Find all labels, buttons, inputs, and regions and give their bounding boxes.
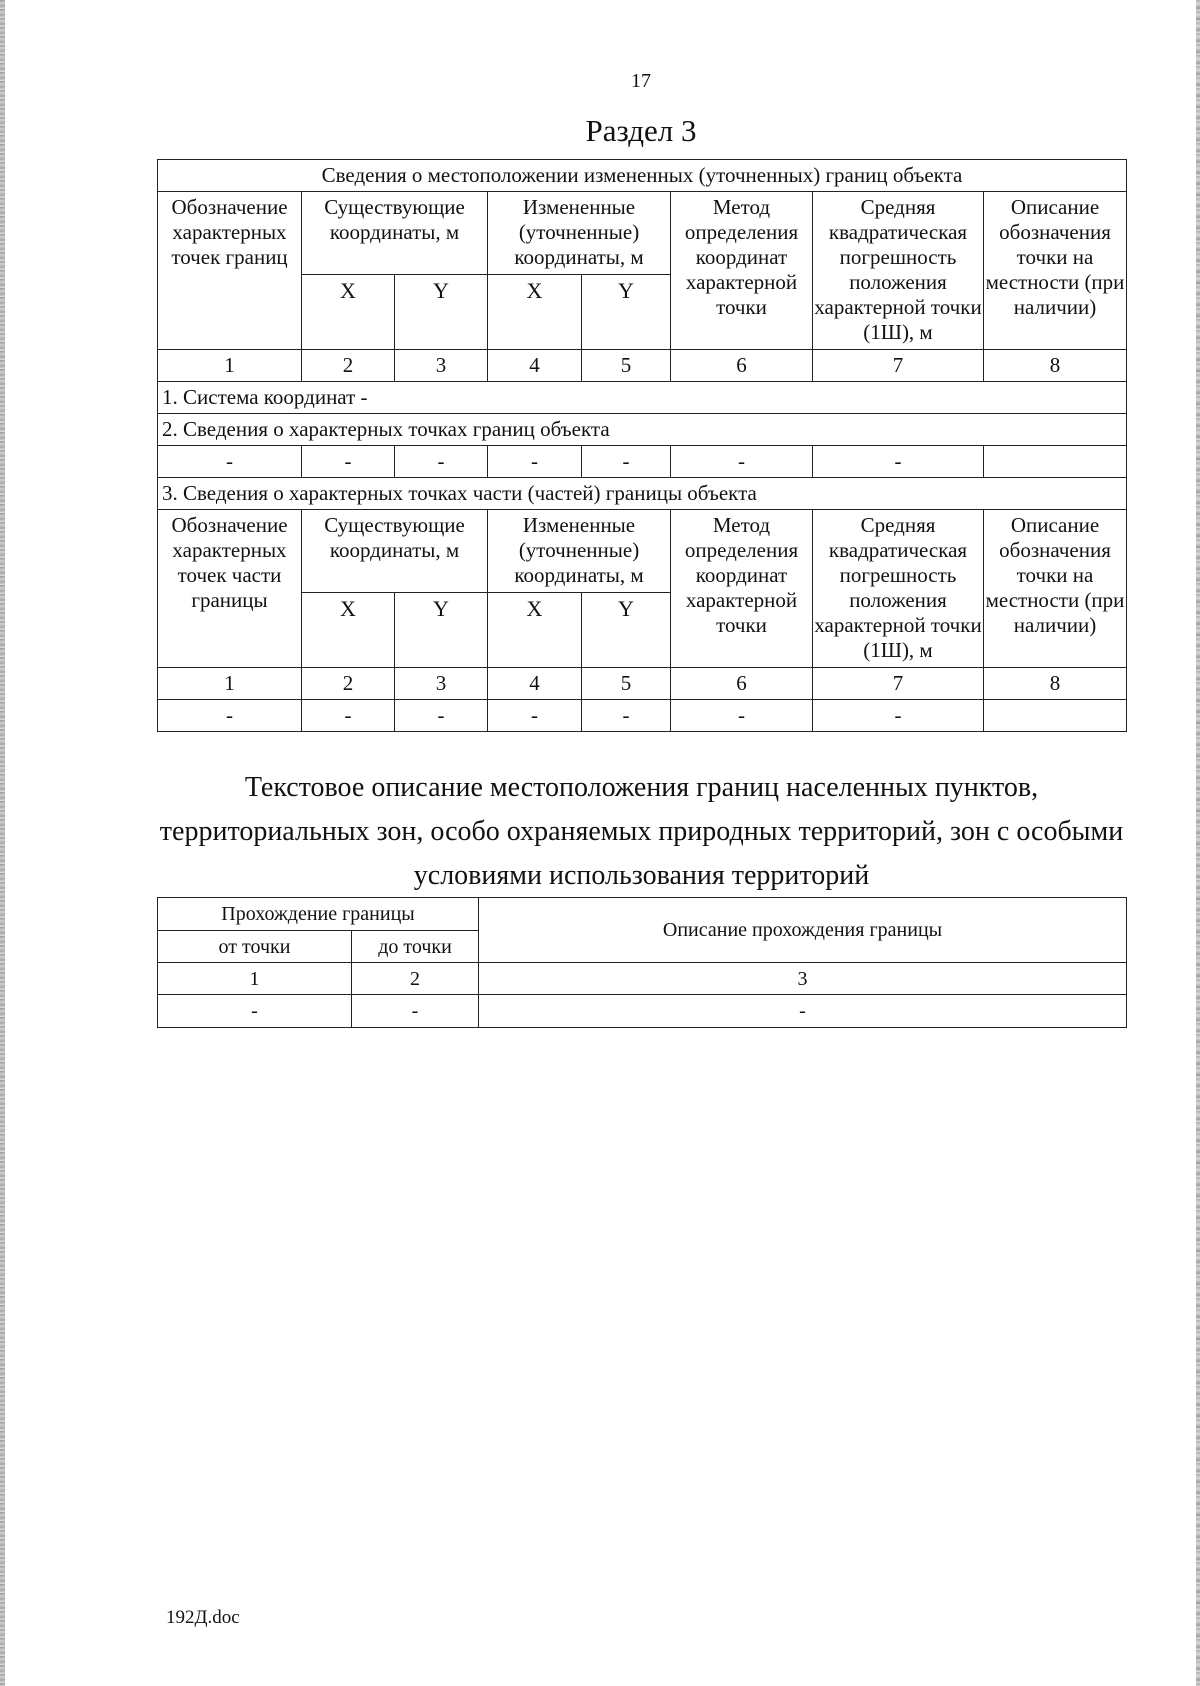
column-number: 5 [582, 668, 671, 700]
column-number: 6 [671, 350, 813, 382]
column-number: 2 [352, 963, 479, 995]
table-cell: - [395, 700, 488, 732]
boundary-route-table [157, 897, 1127, 1028]
column-number: 1 [158, 963, 352, 995]
row-coordinate-system: 1. Система координат - [158, 382, 1127, 414]
table-cell: - [671, 700, 813, 732]
table-cell: - [158, 995, 352, 1028]
header-changed-y: Y [582, 593, 671, 668]
table-cell: - [582, 700, 671, 732]
table-cell [984, 700, 1127, 732]
header-existing-x: X [302, 593, 395, 668]
table-cell: - [488, 700, 582, 732]
header-method: Метод определения координат характерной точки [671, 192, 813, 350]
header-to-point: до точки [352, 931, 479, 963]
table-cell: - [302, 700, 395, 732]
column-number: 8 [984, 350, 1127, 382]
description-heading: Текстовое описание местоположения границ населенных пунктов, территориальных зон, особо охраняемых природных территорий, зон с особыми условиями использования территорий [159, 772, 1124, 891]
table-cell: - [582, 446, 671, 478]
section-title: Раздел 3 [585, 113, 697, 148]
column-number: 6 [671, 668, 813, 700]
column-number: 3 [395, 350, 488, 382]
header-boundary-passage: Прохождение границы [158, 898, 479, 931]
column-number: 3 [395, 668, 488, 700]
header-point-designation: Обозначение характерных точек границ [158, 192, 302, 350]
column-number: 3 [479, 963, 1127, 995]
header-changed-x: X [488, 593, 582, 668]
header-existing-coords: Существующие координаты, м [302, 192, 488, 275]
scan-edge-left [0, 0, 5, 1686]
header-marker-description: Описание обозначения точки на местности (при наличии) [984, 192, 1127, 350]
header-existing-x: X [302, 275, 395, 350]
table-cell: - [813, 700, 984, 732]
row-boundary-points-section: 2. Сведения о характерных точках границ объекта [158, 414, 1127, 446]
header-marker-description: Описание обозначения точки на местности (при наличии) [984, 510, 1127, 668]
header-method: Метод определения координат характерной точки [671, 510, 813, 668]
header-changed-coords: Измененные (уточненные) координаты, м [488, 192, 671, 275]
table-cell: - [671, 446, 813, 478]
column-number: 5 [582, 350, 671, 382]
file-name: 192Д.doc [166, 1607, 240, 1628]
column-number: 7 [813, 350, 984, 382]
page-number: 17 [631, 70, 651, 92]
header-passage-description: Описание прохождения границы [479, 898, 1127, 963]
table-cell: - [479, 995, 1127, 1028]
table-cell: - [158, 446, 302, 478]
table-caption: Сведения о местоположении измененных (уточненных) границ объекта [158, 160, 1127, 192]
header-mean-error: Средняя квадратическая погрешность положения характерной точки (1Ш), м [813, 510, 984, 668]
header-part-point-designation: Обозначение характерных точек части границы [158, 510, 302, 668]
scan-edge-right [1196, 0, 1200, 1686]
column-number: 4 [488, 668, 582, 700]
column-number: 1 [158, 668, 302, 700]
header-from-point: от точки [158, 931, 352, 963]
table-cell: - [352, 995, 479, 1028]
header-changed-coords: Измененные (уточненные) координаты, м [488, 510, 671, 593]
header-existing-coords: Существующие координаты, м [302, 510, 488, 593]
column-number: 1 [158, 350, 302, 382]
boundary-points-table [157, 159, 1127, 732]
header-changed-y: Y [582, 275, 671, 350]
column-number: 4 [488, 350, 582, 382]
column-number: 7 [813, 668, 984, 700]
header-mean-error: Средняя квадратическая погрешность положения характерной точки (1Ш), м [813, 192, 984, 350]
header-existing-y: Y [395, 275, 488, 350]
column-number: 2 [302, 668, 395, 700]
header-changed-x: X [488, 275, 582, 350]
row-part-points-section: 3. Сведения о характерных точках части (частей) границы объекта [158, 478, 1127, 510]
table-cell: - [158, 700, 302, 732]
table-cell [984, 446, 1127, 478]
table-cell: - [395, 446, 488, 478]
table-cell: - [813, 446, 984, 478]
header-existing-y: Y [395, 593, 488, 668]
table-cell: - [302, 446, 395, 478]
table-cell: - [488, 446, 582, 478]
column-number: 8 [984, 668, 1127, 700]
column-number: 2 [302, 350, 395, 382]
